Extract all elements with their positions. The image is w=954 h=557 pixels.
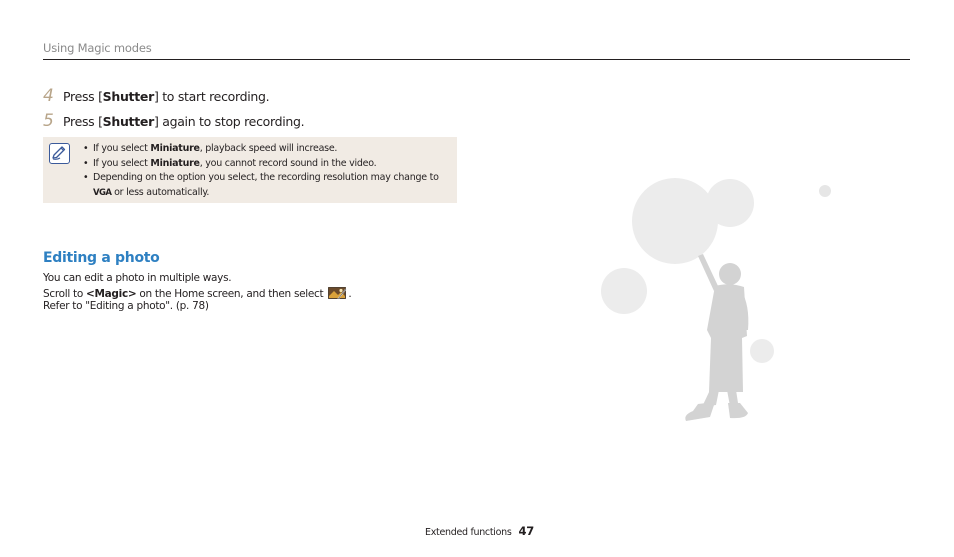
step-4 <box>43 86 269 106</box>
footer-label: Extended functions <box>425 527 512 538</box>
shutter-key-label: Shutter <box>102 114 154 129</box>
step-number: 4 <box>43 86 54 106</box>
step-5 <box>43 111 304 131</box>
step-number: 5 <box>43 111 54 131</box>
shutter-key-label: Shutter <box>102 89 154 104</box>
vga-resolution-icon: VGA <box>93 187 112 198</box>
magic-mode-label: <Magic> <box>86 288 137 300</box>
section-title: Editing a photo <box>43 250 160 266</box>
body-line: Scroll to <Magic> on the Home screen, and then select . <box>43 288 352 300</box>
note-item: • If you select Miniature, you cannot record sound in the video. <box>83 157 453 172</box>
note-box <box>43 137 457 203</box>
page-number: 47 <box>518 524 534 538</box>
note-item: • If you select Miniature, playback speed will increase. <box>83 142 453 157</box>
step-text: Press [Shutter] again to stop recording. <box>63 114 305 129</box>
header-rule <box>43 59 910 60</box>
body-line: You can edit a photo in multiple ways. <box>43 272 232 284</box>
step-text: Press [Shutter] to start recording. <box>63 89 270 104</box>
note-pencil-icon <box>49 143 70 164</box>
note-list <box>83 142 453 200</box>
header-title: Using Magic modes <box>43 41 152 55</box>
child-reaching-bubbles-illustration <box>590 170 840 430</box>
footer <box>425 524 534 538</box>
body-line: Refer to "Editing a photo". (p. 78) <box>43 300 209 312</box>
photo-editor-icon <box>328 286 347 300</box>
note-item: • Depending on the option you select, the recording resolution may change to VGA or less automatically. <box>83 171 453 200</box>
